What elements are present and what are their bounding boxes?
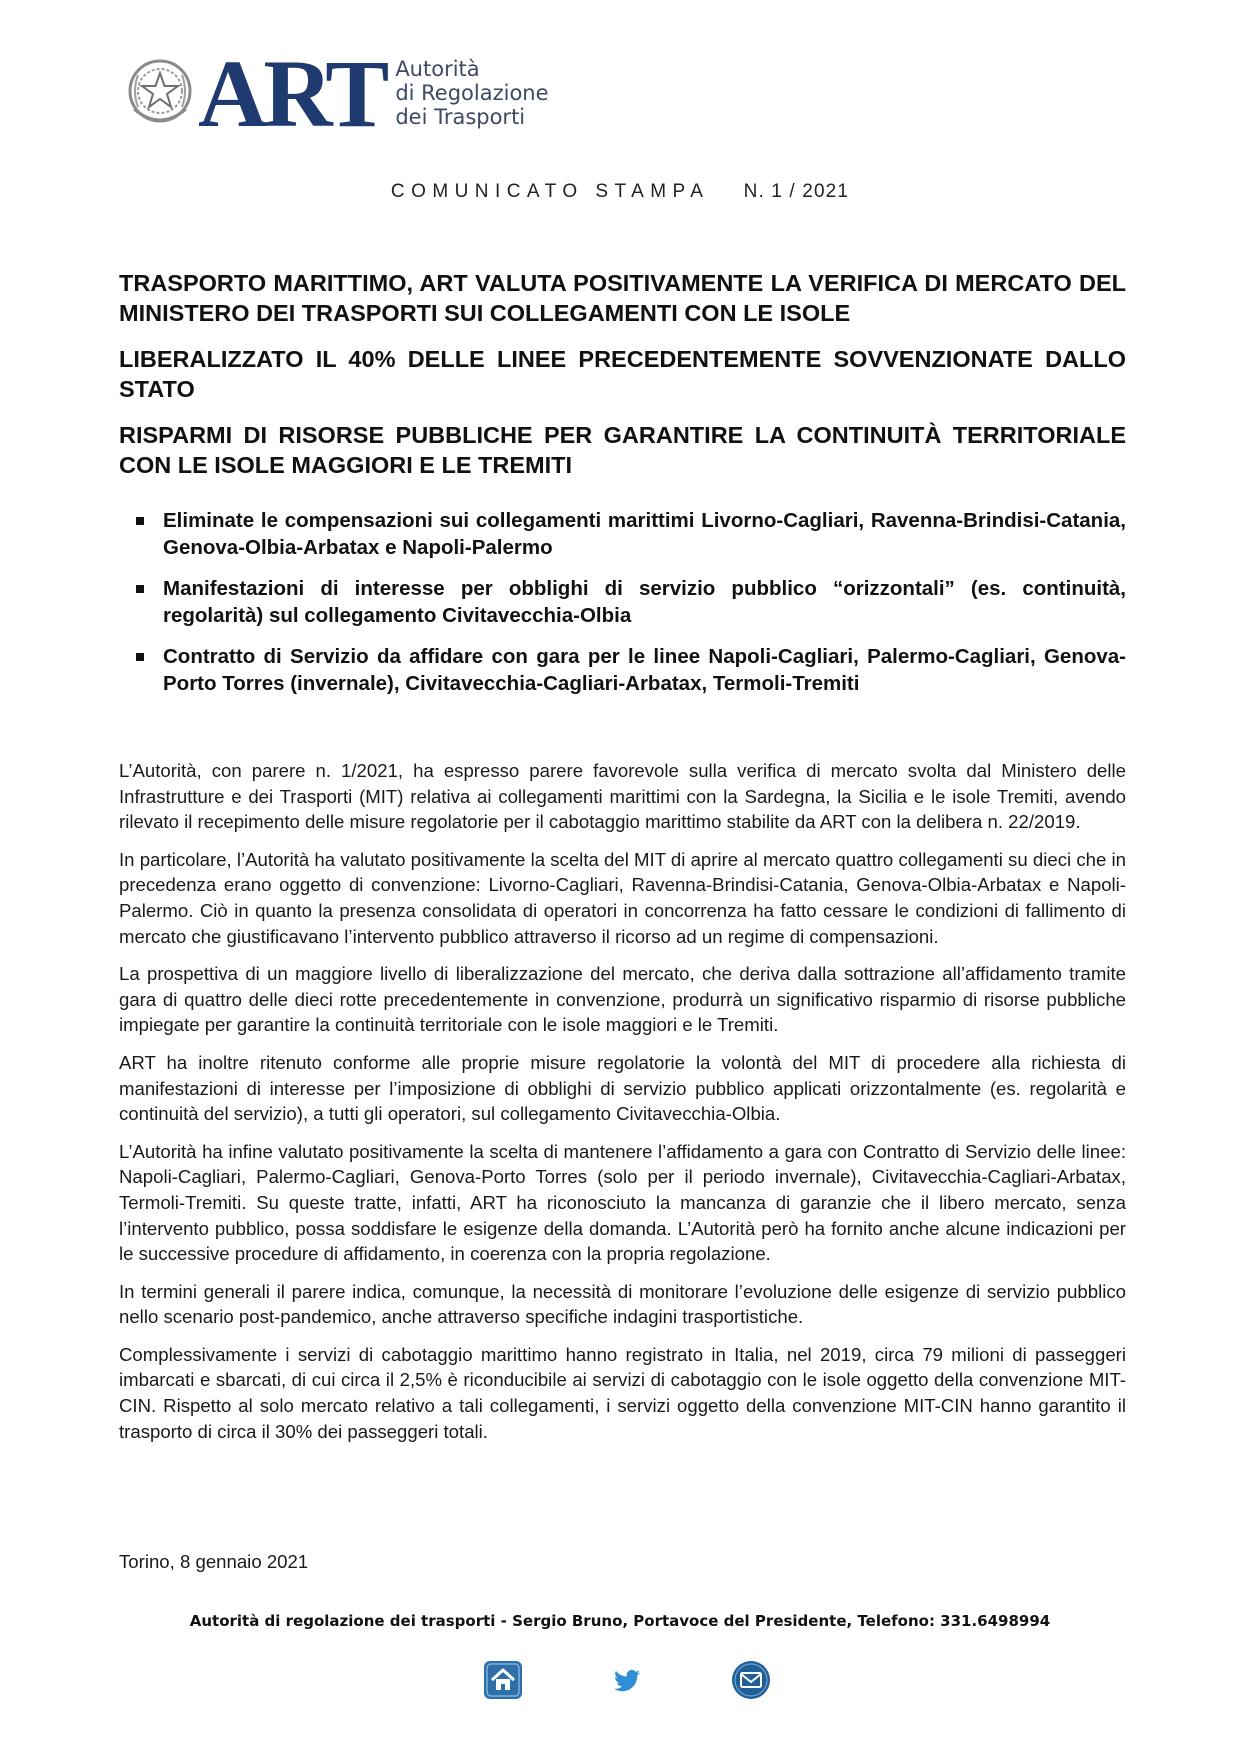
bullet-square-icon xyxy=(136,517,144,525)
list-item-text: Manifestazioni di interesse per obblighi di servizio pubblico “orizzontali” (es. continuità, regolarità) sul collegamento Civitavecchia-Olbia xyxy=(163,577,1126,627)
logo-line: Autorità xyxy=(395,57,480,81)
logo-line: di Regolazione xyxy=(395,81,549,105)
list-item xyxy=(119,507,1126,561)
body-paragraph: Complessivamente i servizi di cabotaggio marittimo hanno registrato in Italia, nel 2019, circa 79 milioni di passeggeri imbarcati e sbarcati, di cui circa il 2,5% è riconducibile ai servizi di cabotaggio con le isole oggetto della convenzione MIT-CIN. Rispetto al solo mercato relativo a tali collegamenti, i servizi oggetto della convenzione MIT-CIN hanno garantito il trasporto di circa il 30% dei passeggeri totali. xyxy=(119,1343,1126,1442)
twitter-link[interactable] xyxy=(607,1660,647,1700)
home-link[interactable] xyxy=(483,1660,523,1700)
headline: LIBERALIZZATO IL 40% DELLE LINEE PRECEDENTEMENTE SOVVENZIONATE DALLO STATO xyxy=(119,346,1126,402)
dateline: Torino, 8 gennaio 2021 xyxy=(119,1551,309,1572)
art-logo xyxy=(124,40,549,147)
body-paragraph: L’Autorità, con parere n. 1/2021, ha espresso parere favorevole sulla verifica di mercato svolta dal Ministero delle Infrastrutture e dei Trasporti (MIT) relativa ai collegamenti marittimi con la Sardegna, la Sicilia e le isole Tremiti, avendo rilevato il recepimento delle misure regolatorie per il cabotaggio marittimo stabilite da ART con la delibera n. 22/2019. xyxy=(119,760,1126,833)
home-icon xyxy=(483,1660,523,1700)
list-item xyxy=(119,575,1126,629)
body-paragraph: La prospettiva di un maggiore livello di liberalizzazione del mercato, che deriva dalla sottrazione all’affidamento tramite gara di quattro delle dieci rotte precedentemente in convenzione, produrrà un significativo risparmio di risorse pubbliche impiegate per garantire la continuità territoriale con le isole maggiori e le Tremiti. xyxy=(119,963,1126,1036)
body-paragraph: ART ha inoltre ritenuto conforme alle proprie misure regolatorie la volontà del MIT di procedere alla richiesta di manifestazioni di interesse per l’imposizione di obblighi di servizio pubblico applicati orizzontalmente (es. regolarità e continuità del servizio), a tutti gli operatori, sul collegamento Civitavecchia-Olbia. xyxy=(119,1051,1126,1125)
mail-link[interactable] xyxy=(731,1660,771,1700)
press-release-number: N. 1 / 2021 xyxy=(743,181,850,202)
headline: RISPARMI DI RISORSE PUBBLICHE PER GARANTIRE LA CONTINUITÀ TERRITORIALE CON LE ISOLE MAGGIORI E LE TREMITI xyxy=(119,422,1126,478)
press-release-label: COMUNICATO STAMPA xyxy=(390,181,709,202)
headline: TRASPORTO MARITTIMO, ART VALUTA POSITIVAMENTE LA VERIFICA DI MERCATO DEL MINISTERO DEI TRASPORTI SUI COLLEGAMENTI CON LE ISOLE xyxy=(119,270,1126,326)
body-text xyxy=(119,758,1126,1456)
press-release-title xyxy=(0,181,1240,203)
bullet-square-icon xyxy=(136,653,144,661)
list-item xyxy=(119,643,1126,697)
body-paragraph: L’Autorità ha infine valutato positivamente la scelta di mantenere l’affidamento a gara con Contratto di Servizio delle linee: Napoli-Cagliari, Palermo-Cagliari, Genova-Porto Torres (solo per il periodo invernale), Civitavecchia-Cagliari-Arbatax, Termoli-Tremiti. Su queste tratte, infatti, ART ha riconosciuto la mancanza di garanzie che il libero mercato, senza l’intervento pubblico, possa soddisfare le esigenze della domanda. L’Autorità però ha fornito anche alcune indicazioni per le successive procedure di affidamento, in coerenza con la propria regolazione. xyxy=(119,1140,1126,1265)
italian-republic-emblem-icon xyxy=(124,51,196,131)
art-logo-mark: ART xyxy=(198,40,386,147)
list-item-text: Contratto di Servizio da affidare con gara per le linee Napoli-Cagliari, Palermo-Cagliari, Genova-Porto Torres (invernale), Civitavecchia-Cagliari-Arbatax, Termoli-Tremiti xyxy=(163,645,1126,695)
body-paragraph: In termini generali il parere indica, comunque, la necessità di monitorare l’evoluzione delle esigenze di servizio pubblico nello scenario post-pandemico, anche attraverso specifiche indagini trasportistiche. xyxy=(119,1280,1126,1328)
twitter-icon xyxy=(607,1660,647,1700)
headlines xyxy=(119,268,1126,496)
key-points-list xyxy=(119,507,1126,711)
list-item-text: Eliminate le compensazioni sui collegamenti marittimi Livorno-Cagliari, Ravenna-Brindisi-Catania, Genova-Olbia-Arbatax e Napoli-Palermo xyxy=(163,509,1126,559)
footer-contact: Autorità di regolazione dei trasporti - Sergio Bruno, Portavoce del Presidente, Telefono: 331.6498994 xyxy=(189,1612,1051,1630)
mail-icon xyxy=(731,1660,771,1700)
logo-line: dei Trasporti xyxy=(395,105,526,129)
logo-text xyxy=(395,57,548,129)
bullet-square-icon xyxy=(136,585,144,593)
body-paragraph: In particolare, l’Autorità ha valutato positivamente la scelta del MIT di aprire al mercato quattro collegamenti su dieci che in precedenza erano oggetto di convenzione: Livorno-Cagliari, Ravenna-Brindisi-Catania, Genova-Olbia-Arbatax e Napoli-Palermo. Ciò in quanto la presenza consolidata di operatori in concorrenza ha fatto cessare le condizioni di fallimento di mercato che giustificavano l’intervento pubblico attraverso il ricorso ad un regime di compensazioni. xyxy=(119,848,1126,947)
